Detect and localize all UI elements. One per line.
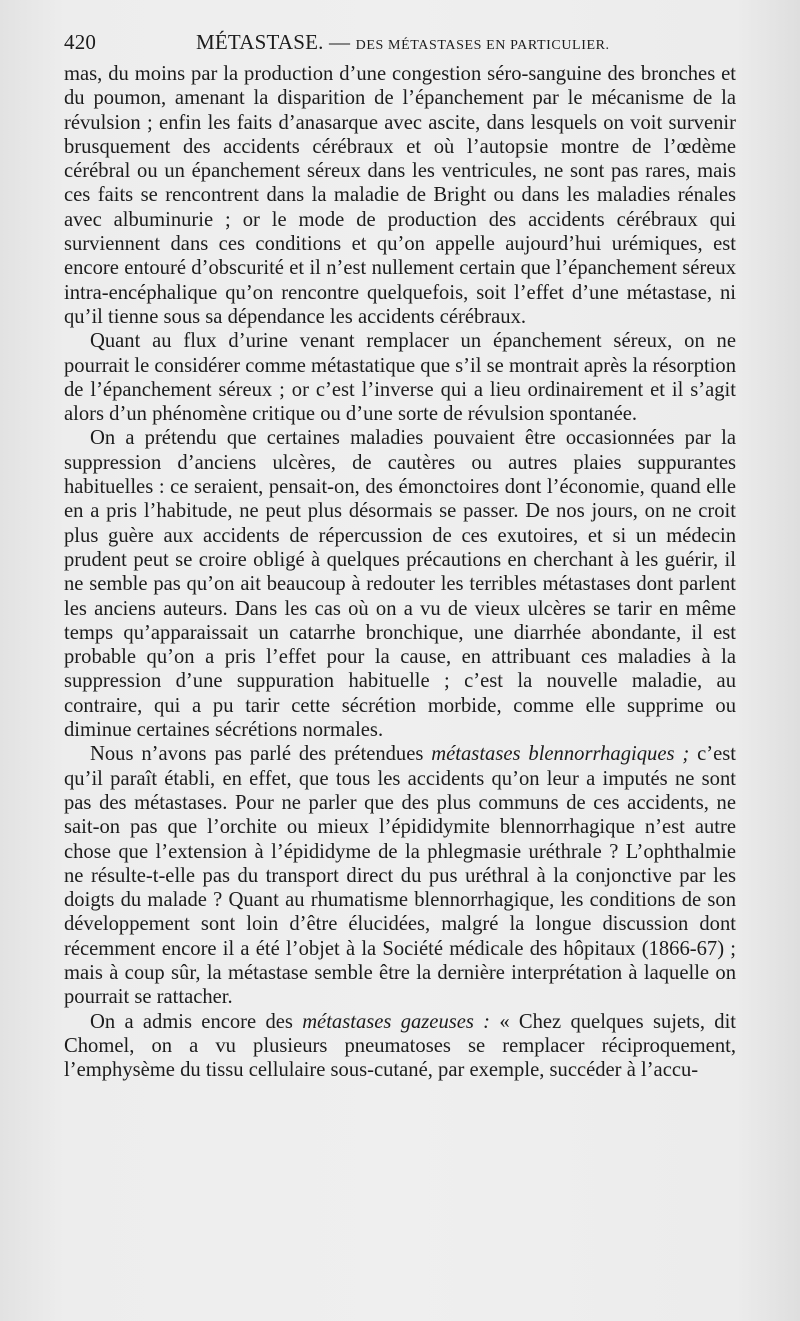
- paragraph-5: [64, 1010, 736, 1083]
- paragraph-text: mas, du moins par la production d’une congestion séro-sanguine des bronches et du poumon, amenant la disparition de l’épanchement par le mécanisme de la révulsion ; enfin les faits d’anasarque avec ascite, dans lesquels on voit survenir brusquement des accidents cérébraux et où l’autopsie montre de l’œdème cérébral ou un épanchement séreux dans les ventricules, ne sont pas rares, mais ces faits se rencontrent dans la maladie de Bright ou dans les maladies rénales avec albuminurie ; or le mode de production des accidents cérébraux qui surviennent dans ces conditions et qu’on appelle aujourd’hui urémiques, est encore entouré d’obscurité et il n’est nullement certain que l’épanchement séreux intra-encéphalique qu’on rencontre quelquefois, soit l’effet d’une métastase, ni qu’il tienne sous sa dépendance les accidents cérébraux.: [64, 63, 736, 328]
- running-title-section: DES MÉTASTASES EN PARTICULIER.: [355, 38, 610, 53]
- paragraph-text: « Chez quelques sujets, dit Chomel, on a vu plusieurs pneumatoses se remplacer réciproquement, l’emphysème du tissu cellulaire sous-cutané, par exemple, succéder à l’accu-: [64, 1010, 737, 1082]
- body-text: [64, 62, 736, 1082]
- paragraph-text: On a admis encore des: [90, 1010, 303, 1033]
- paragraph-1: [64, 62, 736, 329]
- running-title-main: MÉTASTASE. —: [196, 30, 351, 54]
- paragraph-4: [64, 742, 736, 1009]
- paragraph-text: c’est qu’il paraît établi, en effet, que tous les accidents qu’on leur a imputés ne sont pas des métastases. Pour ne parler que des plus communs de ces accidents, ne sait-on pas que l’orchite ou mieux l’épididymite blennorrhagique n’est autre chose que l’extension à l’épididyme de la phlegmasie uréthrale ? L’ophthalmie ne résulte-t-elle pas du transport direct du pus uréthral à la conjonctive par les doigts du malade ? Quant au rhumatisme blennorrhagique, les conditions de son développement sont loin d’être élucidées, malgré la longue discussion dont récemment encore il a été l’objet à la Société médicale des hôpitaux (1866-67) ; mais à coup sûr, la métastase semble être la dernière interprétation à laquelle on pourrait se rattacher.: [64, 743, 736, 1009]
- paragraph-text: Nous n’avons pas parlé des prétendues: [90, 743, 432, 766]
- running-title: [196, 30, 610, 55]
- page-number: 420: [64, 30, 97, 54]
- italic-term: métastases blennorrhagiques ;: [431, 743, 690, 766]
- italic-term: métastases gazeuses :: [302, 1010, 491, 1033]
- running-head: [64, 30, 736, 56]
- paragraph-2: [64, 329, 736, 426]
- paragraph-text: On a prétendu que certaines maladies pouvaient être occasionnées par la suppression d’anciens ulcères, de cautères ou autres plaies suppurantes habituelles : ce seraient, pensait-on, des émonctoires dont l’économie, quand elle en a pris l’habitude, ne peut plus désormais se passer. De nos jours, on ne croit plus guère aux accidents de répercussion de ces exutoires, et si un médecin prudent peut se croire obligé à quelques précautions en cherchant à les guérir, il ne semble pas qu’on ait beaucoup à redouter les terribles métastases dont parlent les anciens auteurs. Dans les cas où on a vu de vieux ulcères se tarir en même temps qu’apparaissait un catarrhe bronchique, une diarrhée abondante, il est probable qu’on a pris l’effet pour la cause, en attribuant ces maladies à la suppression d’une suppuration habituelle ; c’est la nouvelle maladie, au contraire, qui a pu tarir cette sécrétion morbide, comme elle supprime ou diminue certaines sécrétions normales.: [64, 427, 736, 742]
- paragraph-3: [64, 426, 736, 742]
- paragraph-text: Quant au flux d’urine venant remplacer un épanchement séreux, on ne pourrait le considérer comme métastatique que s’il se montrait après la résorption de l’épanchement séreux ; or c’est l’inverse qui a lieu ordinairement et il s’agit alors d’un phénomène critique ou d’une sorte de révulsion spontanée.: [64, 330, 736, 426]
